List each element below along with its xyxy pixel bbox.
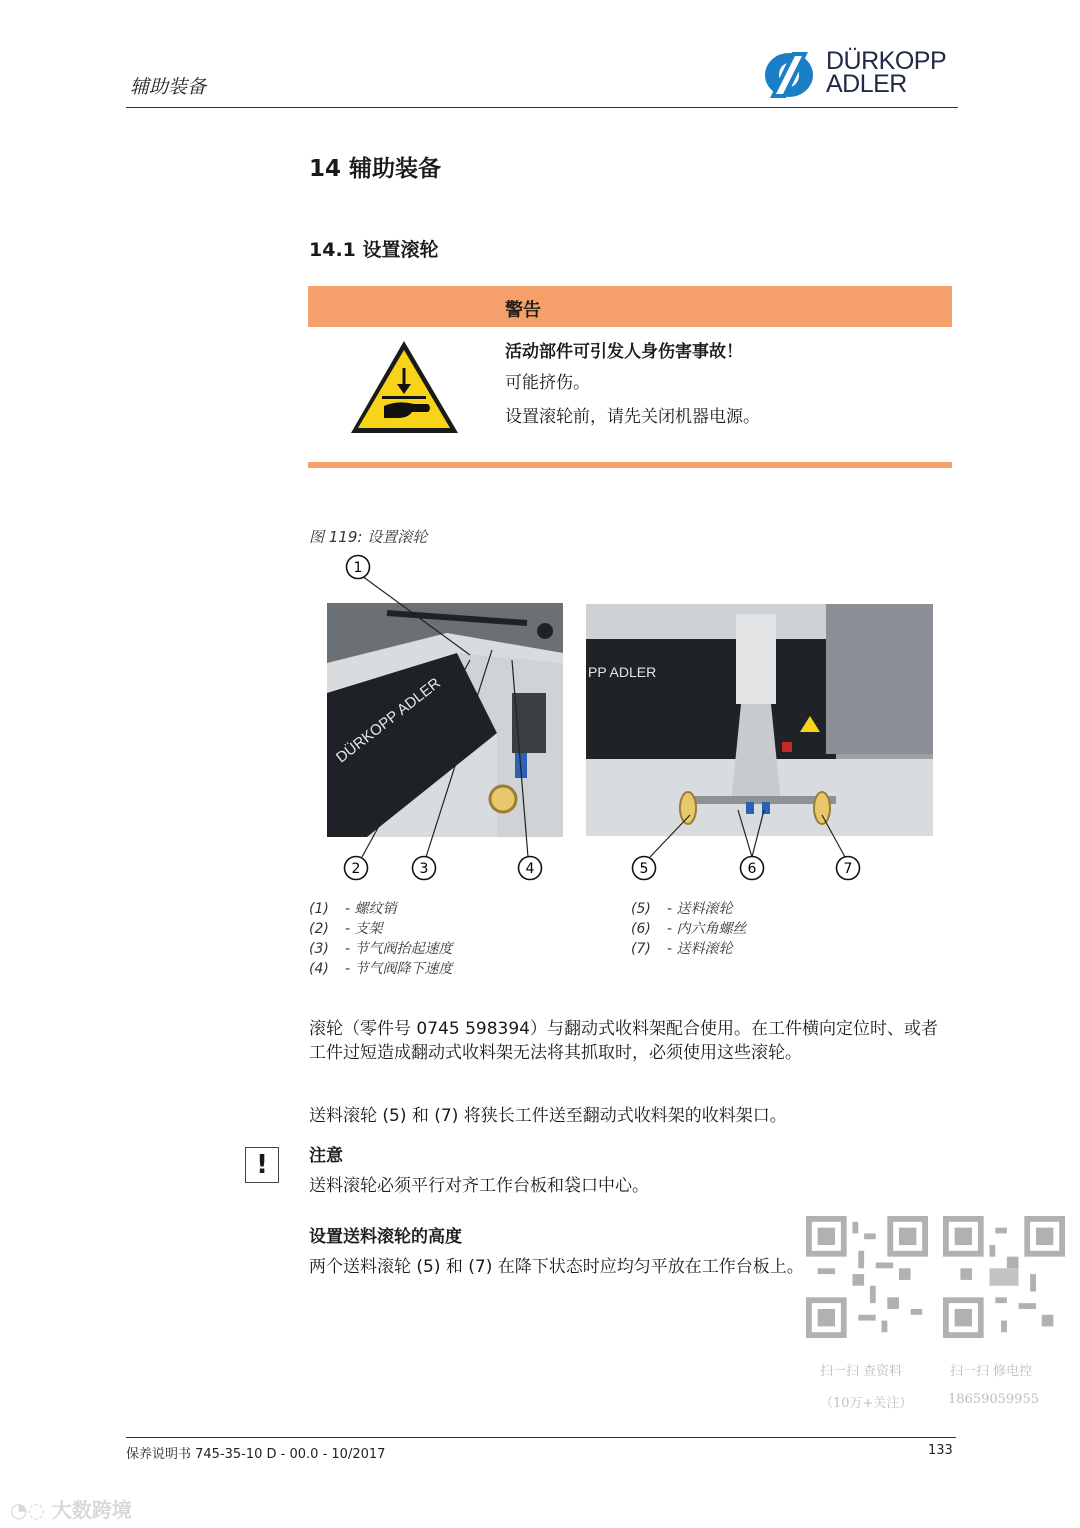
svg-text:6: 6: [747, 861, 757, 877]
callout-2: [343, 855, 369, 885]
svg-text:1: 1: [353, 560, 363, 576]
body-paragraph-1: 滚轮（零件号 0745 598394）与翻动式收料架配合使用。在工件横向定位时、或者工件过短造成翻动式收料架无法将其抓取时，必须使用这些滚轮。: [309, 1019, 938, 1063]
qr-code-icon: [806, 1216, 928, 1338]
callout-4: [517, 855, 543, 885]
logo-line1: DÜRKOPP: [826, 47, 947, 75]
svg-text:7: 7: [843, 861, 853, 877]
warning-headline: 活动部件可引发人身伤害事故！: [505, 342, 743, 362]
chapter-title: 14 辅助装备: [309, 156, 442, 182]
watermark-logo-icon: ◔◌: [10, 1498, 52, 1522]
note-text: 送料滚轮必须平行对齐工作台板和袋口中心。: [309, 1176, 649, 1196]
svg-text:4: 4: [525, 861, 535, 877]
svg-text:3: 3: [419, 861, 429, 877]
section-title: 14.1 设置滚轮: [309, 239, 439, 261]
svg-text:2: 2: [351, 861, 361, 877]
svg-text:5: 5: [639, 861, 649, 877]
left-photo-brand-text: DÜRKOPP ADLER: [333, 674, 444, 767]
attention-icon: !: [245, 1147, 279, 1183]
right-photo-brand-text: PP ADLER: [588, 664, 657, 680]
legend-item: (5) - 送料滚轮: [631, 901, 733, 917]
bottom-watermark: ◔◌ 大数跨境: [10, 1498, 132, 1522]
qr-code-icon: [943, 1216, 1065, 1338]
legend-item: (6) - 内六角螺丝: [631, 921, 747, 937]
callout-6: [739, 855, 765, 885]
figure-legend-left: [309, 899, 453, 979]
legend-item: (4) - 节气阀降下速度: [309, 961, 453, 977]
legend-item: (2) - 支架: [309, 921, 383, 937]
watermark-qr2-line2: 18659059955: [948, 1392, 1039, 1407]
warning-line1: 可能挤伤。: [505, 373, 590, 393]
warning-line2: 设置滚轮前，请先关闭机器电源。: [505, 407, 760, 427]
figure-legend-right: [631, 899, 747, 959]
footer-document-id: 保养说明书 745-35-10 D - 00.0 - 10/2017: [126, 1447, 386, 1462]
watermark-qr2-line1: 扫一扫 修电控: [950, 1364, 1033, 1379]
body-paragraph-2: 送料滚轮 (5) 和 (7) 将狭长工件送至翻动式收料架的收料架口。: [309, 1106, 787, 1126]
page-number: 133: [928, 1443, 953, 1458]
header-section-title: 辅助装备: [130, 76, 207, 98]
watermark-qr1-line2: （10万+关注）: [820, 1396, 913, 1411]
callout-1: [345, 554, 371, 584]
callout-5: [631, 855, 657, 885]
callout-7: [835, 855, 861, 885]
subsection-text: 两个送料滚轮 (5) 和 (7) 在降下状态时应均匀平放在工作台板上。: [309, 1257, 804, 1277]
note-title: 注意: [309, 1146, 343, 1166]
footer-rule: [126, 1437, 956, 1438]
logo-line2: ADLER: [826, 70, 907, 98]
subsection-title: 设置送料滚轮的高度: [309, 1227, 462, 1247]
legend-item: (7) - 送料滚轮: [631, 941, 733, 957]
warning-label: 警告: [505, 300, 541, 321]
legend-item: (3) - 节气阀抬起速度: [309, 941, 453, 957]
callout-3: [411, 855, 437, 885]
legend-item: (1) - 螺纹销: [309, 901, 397, 917]
figure-caption: 图 119: 设置滚轮: [309, 528, 428, 546]
watermark-qr1-line1: 扫一扫 查资料: [820, 1364, 903, 1379]
